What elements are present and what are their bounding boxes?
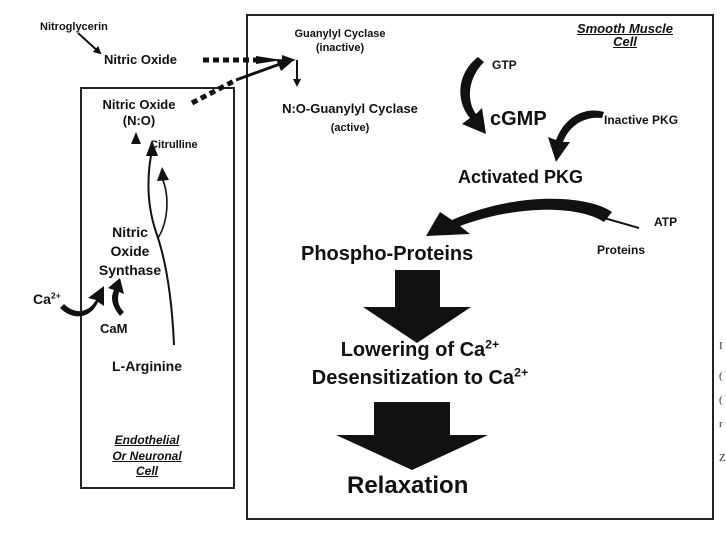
nitric-oxide-label: Nitric Oxide [104,52,177,67]
nitric-oxide-synthase-label: Nitric Oxide Synthase [98,224,162,278]
inactive-pkg-label: Inactive PKG [604,113,679,127]
nitroglycerin-arrow [78,33,100,53]
pkg-activation-arrow [548,110,604,162]
guanylyl-cyclase-active: N:O-Guanylyl Cyclase (active) [282,101,418,134]
gtp-cgmp-arrow [460,57,486,134]
gtp-label: GTP [492,58,517,72]
edge-mark-4: r [719,418,723,430]
edge-mark-2: ( [719,370,723,382]
phosphorylation-arrow [426,199,612,236]
no-dashed-inner [192,80,236,103]
lowering-ca-label: Lowering of $Ca^{2+}$ [340,337,500,361]
citrulline-label: Citrulline [150,139,198,151]
l-arginine-label: L-Arginine [112,358,182,374]
relaxation-label: Relaxation [347,472,469,499]
edge-mark-1: I [719,340,723,352]
nitroglycerin-label: Nitroglycerin [40,21,108,33]
desensitization-label: Desensitization to $Ca^{2+}$ [311,365,529,389]
ca-arrow [60,286,104,316]
ca-label: $Ca^{2+}$ [33,290,61,307]
cam-arrow [108,278,124,316]
edge-mark-5: Z [719,452,726,464]
guanylyl-cyclase-inactive: Guanylyl Cyclase (inactive) [294,28,386,54]
cgmp-label: cGMP [490,108,547,130]
phospho-proteins-label: Phospho-Proteins [301,243,474,265]
block-arrow-1 [363,270,471,343]
proteins-label: Proteins [597,243,646,257]
atp-label: ATP [654,215,678,229]
block-arrow-2 [336,402,488,470]
atp-line [604,218,639,228]
cam-label: CaM [100,321,128,336]
edge-mark-3: ( [719,394,723,406]
activated-pkg-label: Activated PKG [458,167,584,187]
nitric-oxide-inner-label: Nitric Oxide (N:O) [102,97,176,128]
endothelial-cell-title: Endothelial Or Neuronal Cell [112,433,182,479]
smooth-muscle-cell-title: Smooth Muscle Cell [576,21,674,49]
